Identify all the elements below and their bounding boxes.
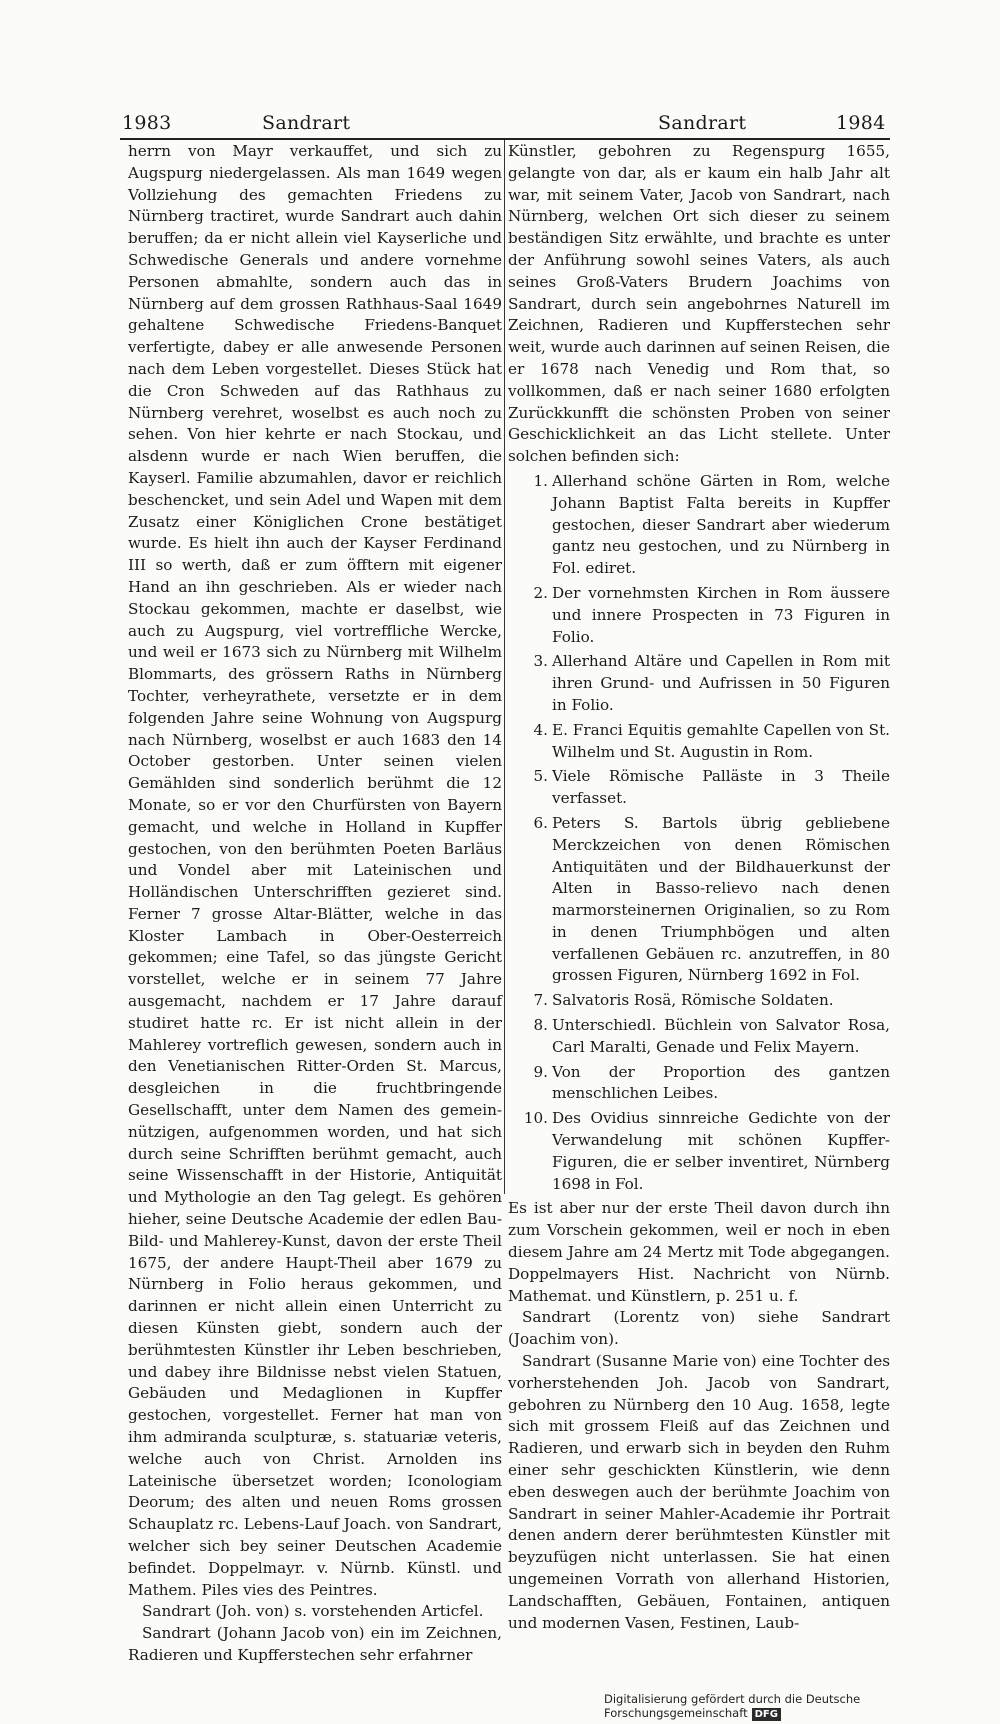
list-item-text: Unterschiedl. Büchlein von Salvator Rosa, Carl Maralti, Genade und Felix Mayern.	[552, 1016, 890, 1056]
right-page-number: 1984	[836, 112, 886, 134]
header-right-title: Sandrart	[658, 112, 747, 134]
list-item	[508, 990, 890, 1012]
list-item-number: 6.	[533, 813, 548, 832]
list-item-number: 3.	[533, 652, 548, 671]
list-item	[508, 651, 890, 716]
entry-sandrart-susanne: Sandrart (Susanne Marie von) eine Tochter des vorherstehenden Joh. Jacob von Sandrart, gebohren zu Nürnberg den 10 Aug. 1658, legte sich mit grossem Fleiß auf das Zeichnen und Radieren, und erwarb sich in beyden den Ruhm einer sehr geschickten Künstlerin, wie denn eben deswegen auch der berühmte Joachim von Sandrart in seiner Mahler-Academie ihr Portrait denen andern derer berühmtesten Künstler mit beyzufügen nicht unterlassen. Sie hat einen ungemeinen Vorrath von allerhand Historien, Landschafften, Gebäuen, Fontainen, antiquen und modernen Vasen, Festinen, Laub-	[508, 1352, 890, 1632]
list-item	[508, 813, 890, 987]
list-item	[508, 1015, 890, 1059]
digitization-footer	[604, 1692, 1000, 1721]
list-item-number: 2.	[533, 583, 548, 602]
dfg-logo: DFG	[752, 1708, 781, 1721]
list-item	[508, 1108, 890, 1195]
list-item-number: 9.	[533, 1062, 548, 1081]
header-rule	[120, 138, 890, 140]
left-column	[128, 141, 502, 1667]
header-left-title: Sandrart	[262, 112, 351, 134]
right-column	[508, 141, 890, 1634]
header-right	[836, 112, 886, 134]
entry-sandrart-lorentz: Sandrart (Lorentz von) siehe Sandrart (Joachim von).	[508, 1308, 890, 1349]
list-item	[508, 471, 890, 580]
list-item-number: 4.	[533, 720, 548, 739]
joachim-entry-continued: herrn von Mayr verkauffet, und sich zu Augspurg niedergelassen. Als man 1649 wegen Vollziehung des gemachten Friedens zu Nürnberg tractiret, wurde Sandrart auch dahin beruffen; da er nicht allein viel Kayserliche und Schwedische Generals und andere vornehme Personen abmahlte, sondern auch das in Nürnberg auf dem grossen Rathhaus-Saal 1649 gehaltene Schwedische Friedens-Banquet verfertigte, dabey er alle anwesende Personen nach dem Leben vorgestellet. Dieses Stück hat die Cron Schweden auf das Rathhaus zu Nürnberg verehret, woselbst es auch noch zu sehen. Von hier kehrte er nach Stockau, und alsdenn wurde er nach Wien beruffen, die Kayserl. Familie abzumahlen, davor er reichlich beschencket, und sein Adel und Wapen mit dem Zusatz einer Königlichen Crone bestätiget wurde. Es hielt ihn auch der Kayser Ferdinand III so werth, daß er zum öfftern mit eigener Hand an ihn geschrieben. Als er wieder nach Stockau gekommen, machte er daselbst, wie auch zu Augspurg, viel vortreffliche Wercke, und weil er 1673 sich zu Nürnberg mit Wilhelm Blommarts, des grössern Raths in Nürnberg Tochter, verheyrathete, versetzte er in dem folgenden Jahre seine Wohnung von Augspurg nach Nürnberg, woselbst er auch 1683 den 14 October gestorben. Unter seinen vielen Gemählden sind sonderlich berühmt die 12 Monate, so er vor den Churfürsten von Bayern gemacht, und welche in Holland in Kupffer gestochen, von den berühmten Poeten Barläus und Vondel aber mit Lateinischen und Holländischen Unterschrifften gezieret sind. Ferner 7 grosse Altar-Blätter, welche in das Kloster Lambach in Ober-Oesterreich gekommen; eine Tafel, so das jüngste Gericht vorstellet, welche er in seinem 77 Jahre ausgemacht, nachdem er 17 Jahre darauf studiret hatte rc. Er ist nicht allein in der Mahlerey vortreflich gewesen, sondern auch in den Venetianischen Ritter-Orden St. Marcus, desgleichen in die fruchtbringende Gesellschafft, unter dem Namen des gemein-nützigen, aufgenommen worden, und hat sich durch seine Schrifften berühmt gemacht, auch seine Wissenschafft in der Historie, Antiquität und Mythologie an den Tag gelegt. Es gehören hieher, seine Deutsche Academie der edlen Bau-Bild- und Mahlerey-Kunst, davon der erste Theil 1675, der andere Haupt-Theil aber 1679 zu Nürnberg in Folio heraus gekommen, und darinnen er nicht allein einen Unterricht zu diesen Künsten giebt, sondern auch der berühmtesten Künstler ihr Leben beschrieben, und dabey ihre Bildnisse nebst vielen Statuen, Gebäuden und Medaglionen in Kupffer gestochen, vorgestellet. Ferner hat man von ihm admiranda sculpturæ, s. statuariæ veteris, welche auch von Christ. Arnolden ins Lateinische übersetzet worden; Iconologiam Deorum; des alten und neuen Roms grossen Schauplatz rc. Lebens-Lauf Joach. von Sandrart, welcher sich bey seiner Deutschen Academie befindet. Doppelmayr. v. Nürnb. Künstl. und Mathem. Piles vies des Peintres.	[128, 142, 502, 1599]
list-item-number: 7.	[533, 991, 548, 1010]
list-item-number: 5.	[533, 767, 548, 786]
list-item	[508, 1062, 890, 1106]
list-item-number: 1.	[533, 471, 548, 490]
list-item	[508, 583, 890, 648]
list-item-number: 10.	[523, 1109, 548, 1128]
list-item-text: Viele Römische Palläste in 3 Theile verfasset.	[552, 767, 890, 808]
list-item-number: 8.	[533, 1016, 548, 1035]
column-divider	[504, 140, 505, 1194]
left-page-number: 1983	[122, 112, 172, 134]
list-item-text: Der vornehmsten Kirchen in Rom äussere und innere Prospecten in 73 Figuren in Folio.	[552, 583, 890, 646]
list-item	[508, 766, 890, 810]
footer-text: Digitalisierung gefördert durch die Deutsche Forschungsgemeinschaft	[604, 1692, 861, 1720]
list-item-text: E. Franci Equitis gemahlte Capellen von St. Wilhelm und St. Augustin in Rom.	[552, 720, 890, 761]
works-list	[508, 471, 890, 1196]
entry-sandrart-joh: Sandrart (Joh. von) s. vorstehenden Articfel.	[142, 1602, 484, 1621]
header-left	[122, 112, 172, 134]
johann-jacob-entry-continued: Künstler, gebohren zu Regenspurg 1655, gelangte von dar, als er kaum ein halb Jahr alt war, mit seinem Vater, Jacob von Sandrart, nach Nürnberg, welchen Ort sich dieser zu seinem beständigen Sitz erwählte, und brachte es unter der Anführung sowohl seines Vaters, als auch seines Groß-Vaters Brudern Joachims von Sandrart, durch sein angebohrnes Naturell im Zeichnen, Radieren und Kupfferstechen sehr weit, wurde auch darinnen auf seinen Reisen, die er 1678 nach Venedig und Rom that, so vollkommen, daß er nach seiner 1680 erfolgten Zurückkunfft die schönsten Proben von seiner Geschicklichkeit an das Licht stellete. Unter solchen befinden sich:	[508, 142, 890, 466]
list-item-text: Allerhand Altäre und Capellen in Rom mit ihren Grund- und Aufrissen in 50 Figuren in Folio.	[552, 652, 890, 714]
entry-sandrart-johann-jacob: Sandrart (Johann Jacob von) ein im Zeichnen, Radieren und Kupfferstechen sehr erfahrner	[128, 1624, 502, 1664]
list-item-text: Von der Proportion des gantzen menschlichen Leibes.	[552, 1062, 890, 1103]
list-item-text: Allerhand schöne Gärten in Rom, welche Johann Baptist Falta bereits in Kupffer gestochen, dieser Sandrart aber wiederum gantz neu gestochen, und zu Nürnberg in Fol. ediret.	[552, 471, 890, 578]
list-item	[508, 720, 890, 764]
list-item-text: Des Ovidius sinnreiche Gedichte von der Verwandelung mit schönen Kupffer-Figuren, die er selber inventiret, Nürnberg 1698 in Fol.	[552, 1109, 890, 1193]
works-note: Es ist aber nur der erste Theil davon durch ihn zum Vorschein gekommen, weil er noch in eben diesem Jahre am 24 Mertz mit Tode abgegangen. Doppelmayers Hist. Nachricht von Nürnb. Mathemat. und Künstlern, p. 251 u. f.	[508, 1199, 890, 1305]
list-item-text: Salvatoris Rosä, Römische Soldaten.	[552, 991, 834, 1010]
list-item-text: Peters S. Bartols übrig gebliebene Merckzeichen von denen Römischen Antiquitäten und der Bildhauerkunst der Alten in Basso-relievo nach denen marmorsteinernen Originalien, so zu Rom in denen Triumphbögen und alten verfallenen Gebäuen rc. anzutreffen, in 80 grossen Figuren, Nürnberg 1692 in Fol.	[552, 813, 890, 985]
